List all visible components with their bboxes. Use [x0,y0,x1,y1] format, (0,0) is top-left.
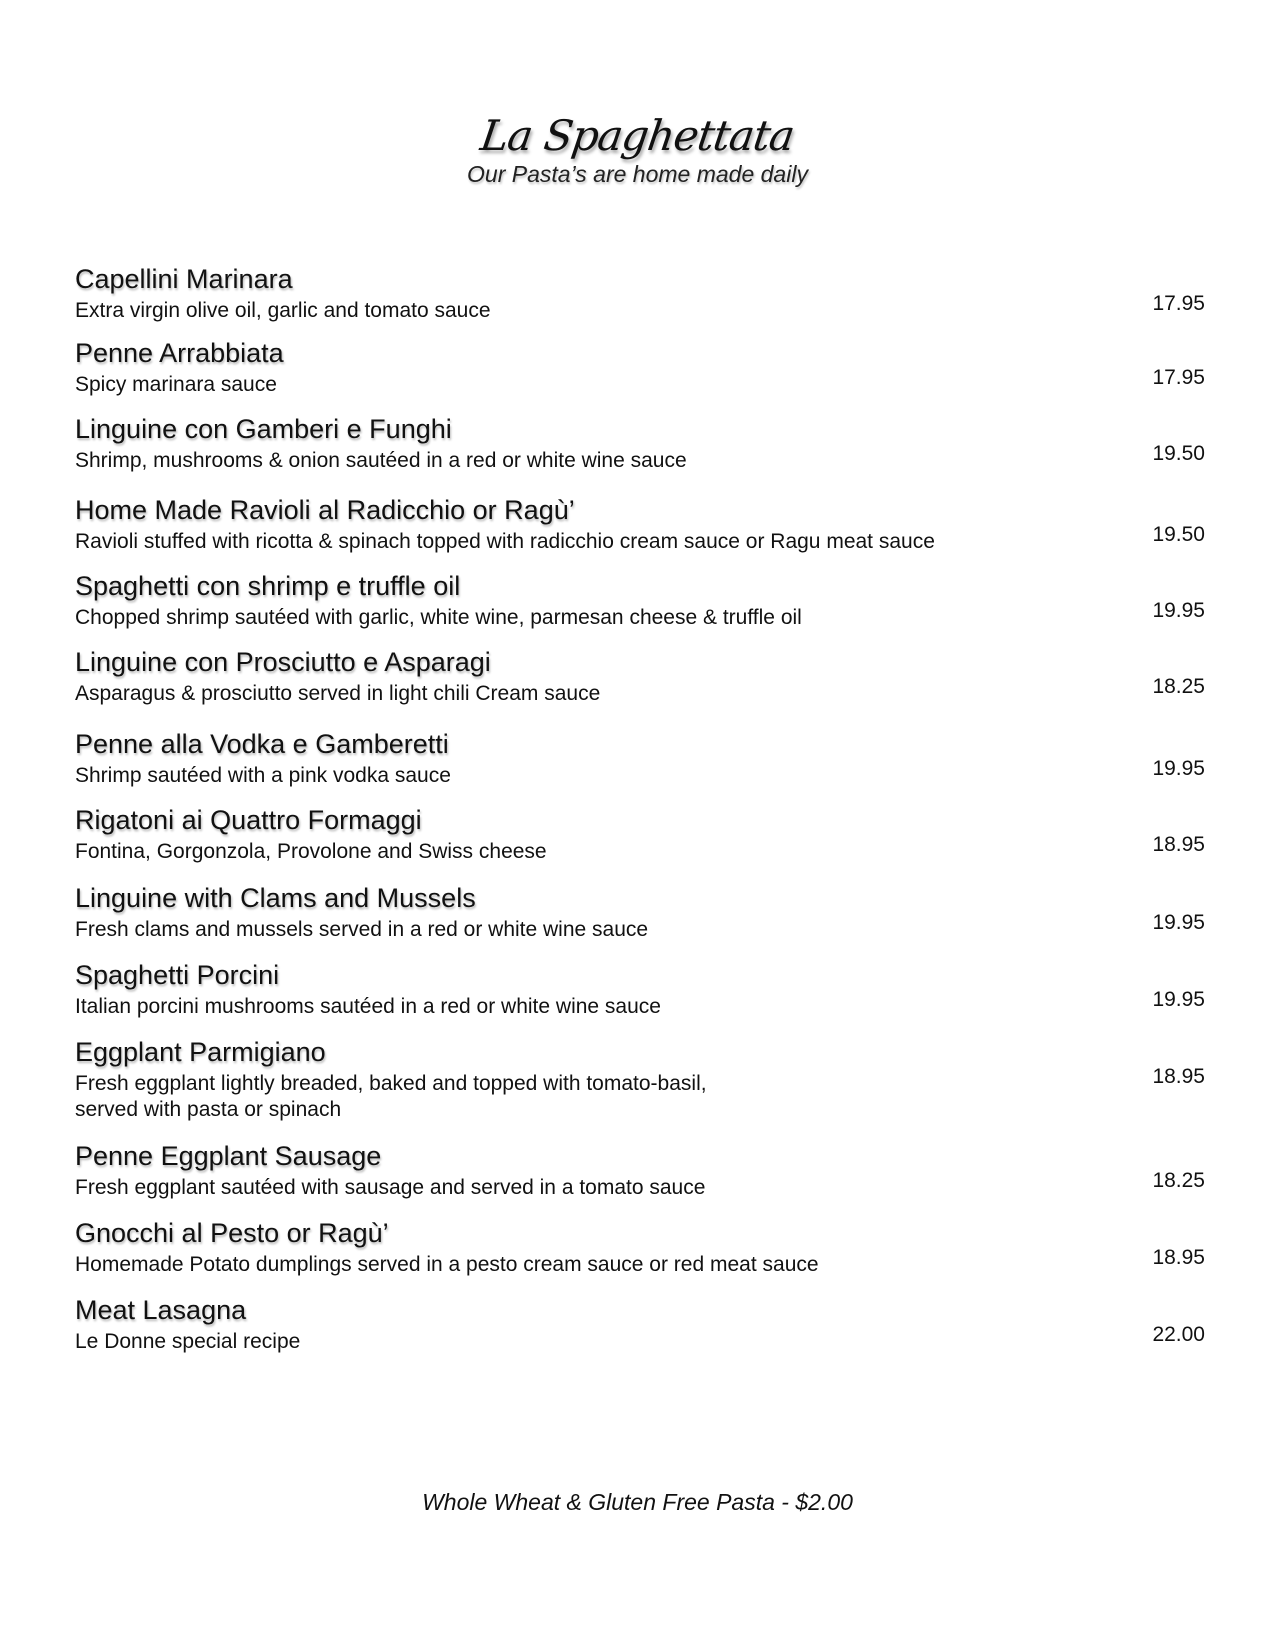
menu-item [75,645,1205,727]
menu-item-description: Shrimp sautéed with a pink vodka sauce [75,764,451,787]
menu-item-name: Eggplant Parmigiano [75,1037,326,1067]
menu-item-description: Italian porcini mushrooms sautéed in a red or white wine sauce [75,995,661,1018]
menu-item-description: Chopped shrimp sautéed with garlic, white wine, parmesan cheese & truffle oil [75,606,802,629]
menu-item [75,493,1205,569]
menu-item [75,569,1205,645]
menu-item-price: 19.95 [1152,599,1205,622]
menu-item [75,336,1205,412]
menu-item-description: Fresh clams and mussels served in a red or white wine sauce [75,918,649,941]
menu-item-name: Rigatoni ai Quattro Formaggi [75,805,422,835]
menu-item-price: 19.95 [1152,988,1205,1011]
menu-item-name: Spaghetti Porcini [75,960,280,990]
menu-item [75,1293,1205,1369]
menu-item-name: Capellini Marinara [75,264,293,294]
menu-item-price: 17.95 [1152,366,1205,389]
menu-item-description: Fontina, Gorgonzola, Provolone and Swiss cheese [75,840,547,863]
menu-item [75,881,1205,958]
menu-item [75,412,1205,493]
menu-item [75,1139,1205,1216]
menu-item [75,1035,1205,1139]
menu-item-name: Meat Lasagna [75,1295,247,1325]
menu-item-price: 19.50 [1152,523,1205,546]
menu-item-name: Penne alla Vodka e Gamberetti [75,729,449,759]
menu-item-price: 17.95 [1152,292,1205,315]
menu-item-price: 18.95 [1152,1065,1205,1088]
menu-header [0,112,1275,188]
menu-item-description: Ravioli stuffed with ricotta & spinach topped with radicchio cream sauce or Ragu meat sauce [75,530,935,553]
menu-item-name: Penne Eggplant Sausage [75,1141,382,1171]
menu-item [75,1216,1205,1293]
menu-item-price: 18.95 [1152,1246,1205,1269]
page-title: La Spaghettata [477,111,798,160]
menu-item [75,803,1205,881]
menu-item-name: Linguine with Clams and Mussels [75,883,476,913]
menu-item-description: Shrimp, mushrooms & onion sautéed in a red or white wine sauce [75,449,687,472]
menu-item-description: Extra virgin olive oil, garlic and tomato sauce [75,299,491,322]
menu-item-description: Fresh eggplant sautéed with sausage and served in a tomato sauce [75,1176,706,1199]
menu-item-name: Linguine con Gamberi e Funghi [75,414,452,444]
menu-item-name: Penne Arrabbiata [75,338,284,368]
menu-item-description: Asparagus & prosciutto served in light chili Cream sauce [75,682,601,705]
menu-item-name: Spaghetti con shrimp e truffle oil [75,571,461,601]
menu-item [75,262,1205,336]
menu-item-price: 22.00 [1152,1323,1205,1346]
footer-note: Whole Wheat & Gluten Free Pasta - $2.00 [422,1489,853,1515]
menu-item-price: 18.95 [1152,833,1205,856]
menu-item-description: Fresh eggplant lightly breaded, baked and topped with tomato-basil, served with pasta or spinach [75,1072,707,1121]
menu-item-price: 18.25 [1152,675,1205,698]
menu-item-description: Homemade Potato dumplings served in a pesto cream sauce or red meat sauce [75,1253,819,1276]
menu-item-description: Spicy marinara sauce [75,373,277,396]
menu-item [75,958,1205,1035]
menu-item-price: 18.25 [1152,1169,1205,1192]
menu-item-description: Le Donne special recipe [75,1330,301,1353]
menu-item-price: 19.95 [1152,911,1205,934]
menu-item-price: 19.95 [1152,757,1205,780]
menu-list [75,262,1205,1369]
menu-item [75,727,1205,803]
page-subtitle: Our Pasta’s are home made daily [467,161,808,187]
menu-item-name: Gnocchi al Pesto or Ragù’ [75,1218,389,1248]
menu-item-name: Linguine con Prosciutto e Asparagi [75,647,491,677]
menu-item-name: Home Made Ravioli al Radicchio or Ragù’ [75,495,575,525]
menu-item-price: 19.50 [1152,442,1205,465]
